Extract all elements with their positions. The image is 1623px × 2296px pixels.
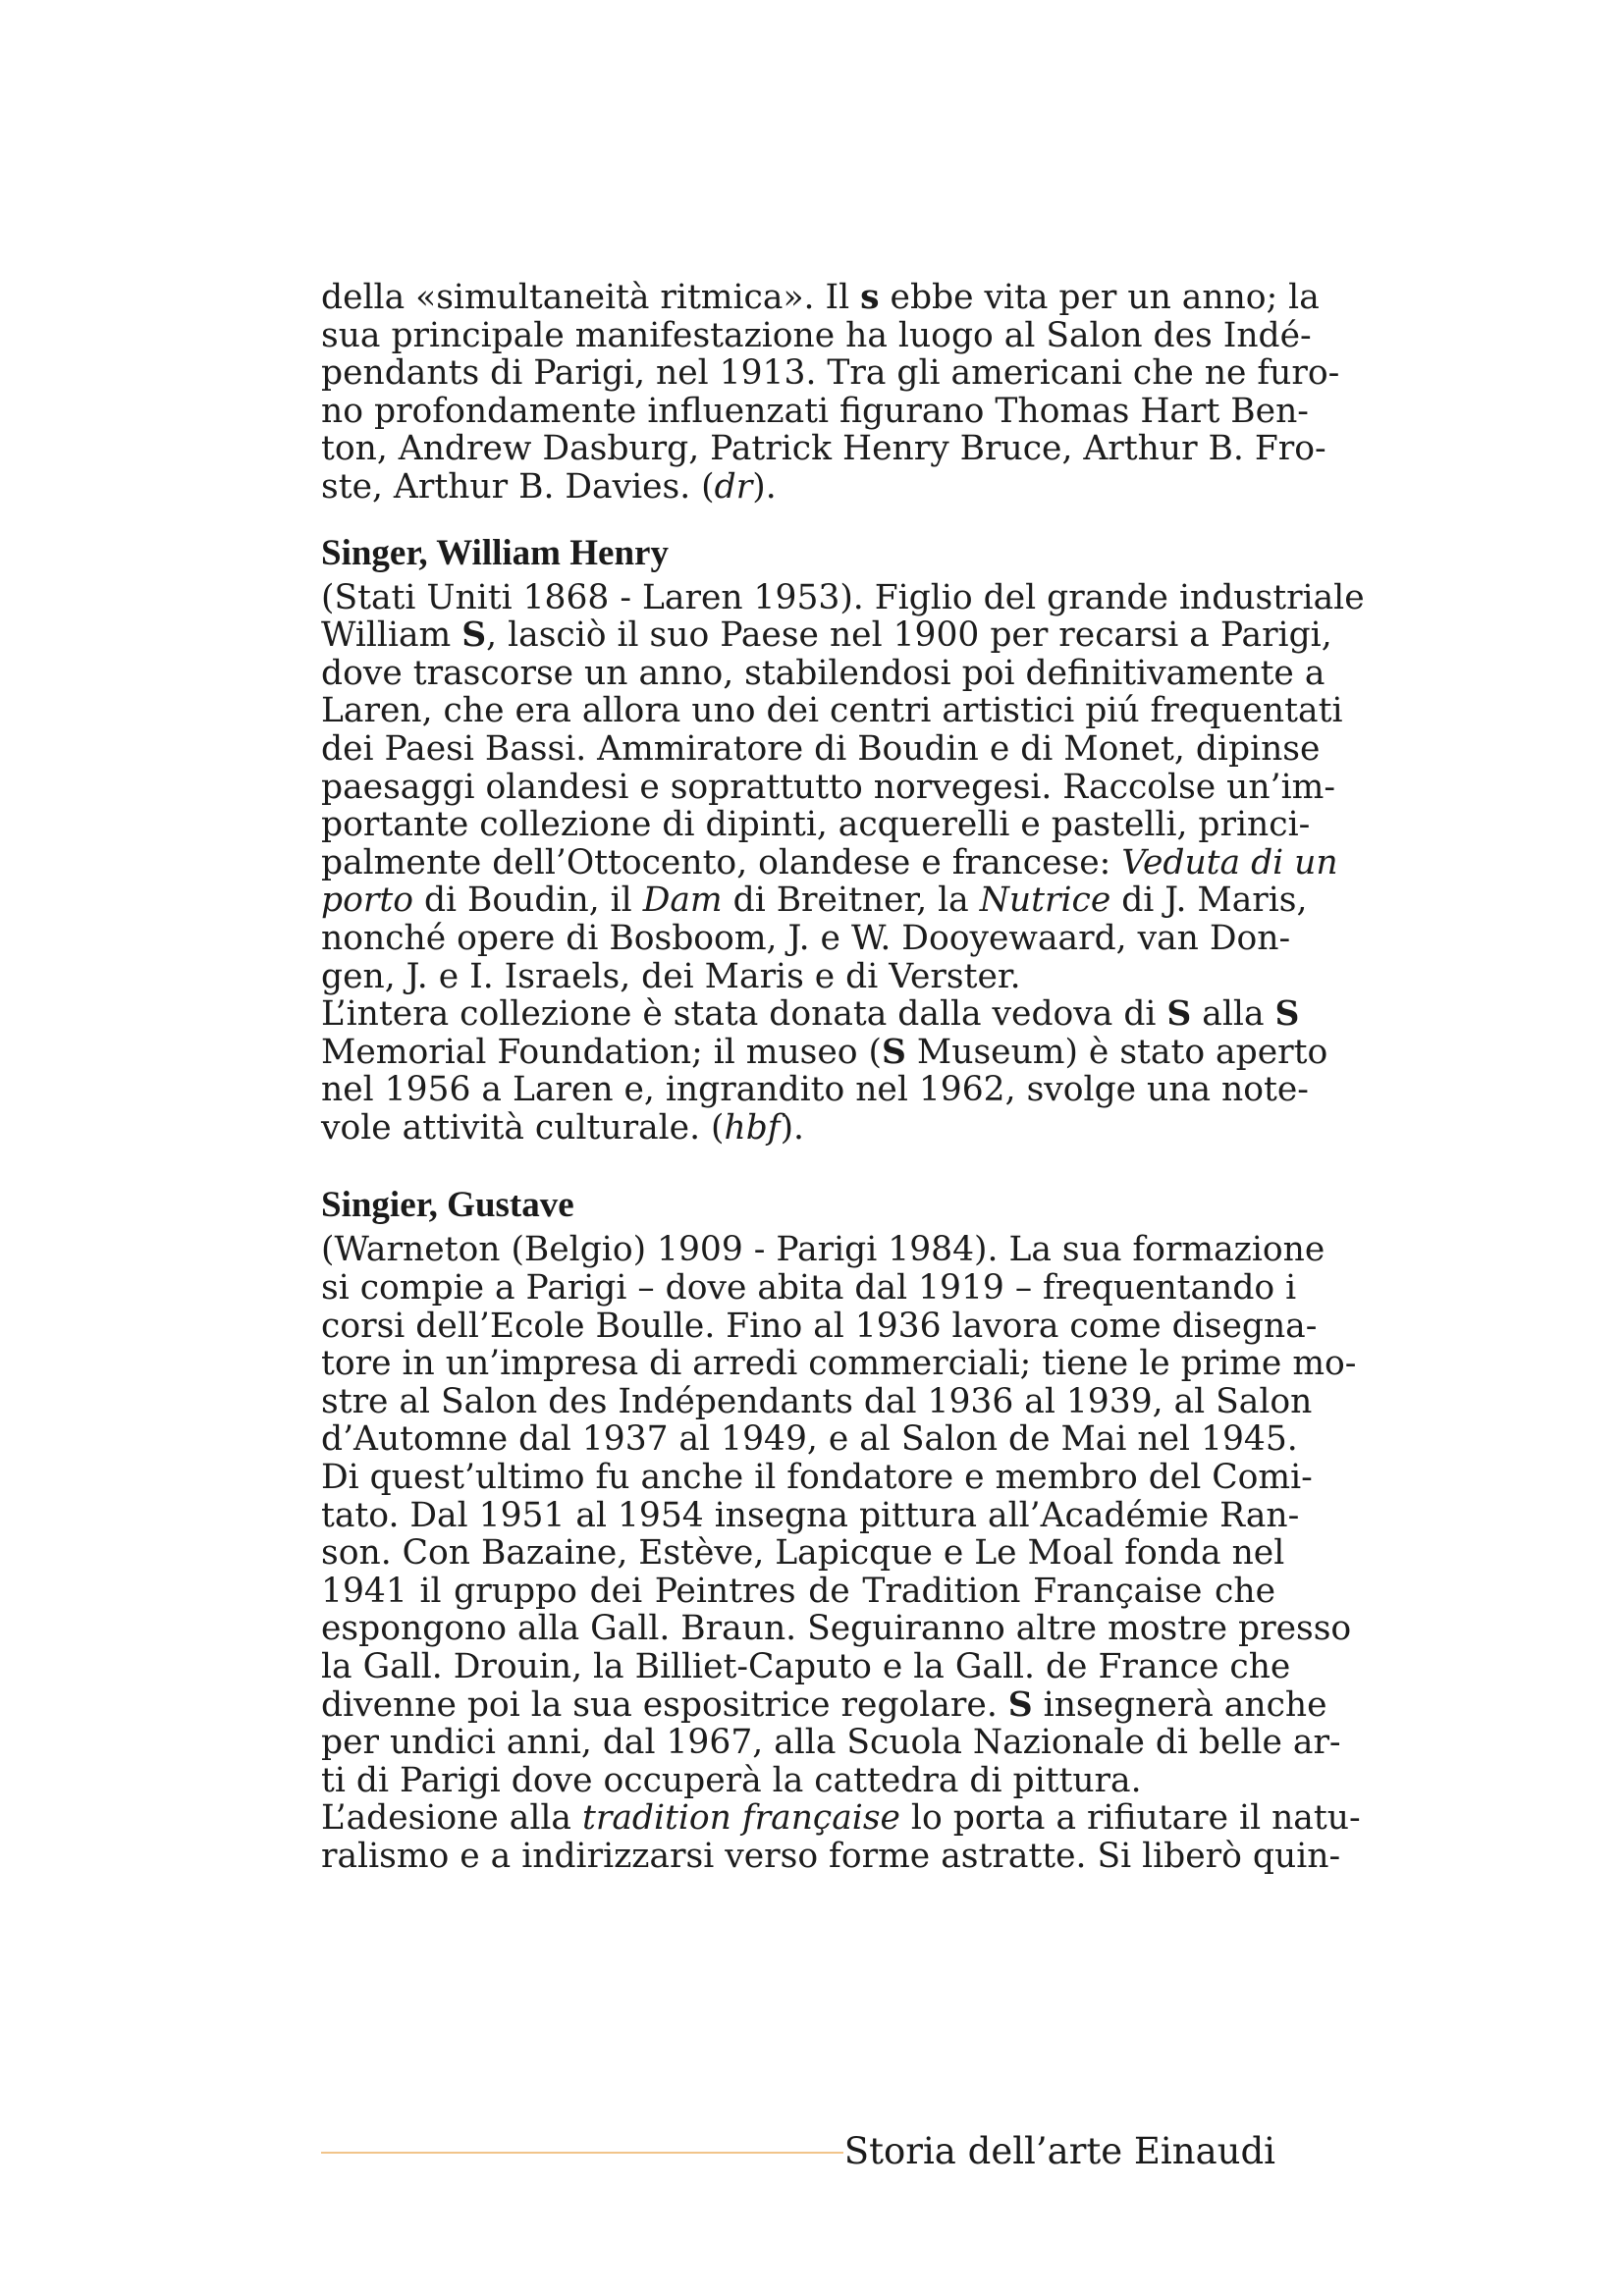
text-line: si compie a Parigi – dove abita dal 1919 – frequentando i	[321, 1268, 1297, 1308]
page-content	[321, 278, 1365, 1876]
text-line: Di quest’ultimo fu anche il fondatore e membro del Comi-	[321, 1458, 1313, 1498]
entry-3-paragraph-2	[321, 1798, 1361, 1876]
text-line: corsi dell’Ecole Boulle. Fino al 1936 lavora come disegna-	[321, 1306, 1318, 1346]
text-line: dei Paesi Bassi. Ammiratore di Boudin e di Monet, dipinse	[321, 728, 1321, 769]
entry-3-paragraph-1	[321, 1230, 1357, 1800]
entry-1-tail-paragraph	[321, 278, 1340, 507]
text-line: nel 1956 a Laren e, ingrandito nel 1962, svolge una note-	[321, 1070, 1309, 1110]
text-line: pendants di Parigi, nel 1913. Tra gli americani che ne furo-	[321, 353, 1340, 394]
text-line: L’adesione alla tradition française lo porta a rifiutare il natu-	[321, 1798, 1361, 1839]
text-line: ste, Arthur B. Davies. (dr).	[321, 466, 777, 507]
text-line: nonché opere di Bosboom, J. e W. Dooyewaard, van Don-	[321, 918, 1291, 958]
text-line: no profondamente influenzati figurano Thomas Hart Ben-	[321, 391, 1309, 431]
text-line: palmente dell’Ottocento, olandese e francese: Veduta di un	[321, 842, 1338, 882]
text-line: d’Automne dal 1937 al 1949, e al Salon de Mai nel 1945.	[321, 1419, 1298, 1460]
text-line: stre al Salon des Indépendants dal 1936 al 1939, al Salon	[321, 1381, 1313, 1421]
text-line: ti di Parigi dove occuperà la cattedra di pittura.	[321, 1760, 1142, 1800]
text-line: 1941 il gruppo dei Peintres de Tradition Française che	[321, 1571, 1275, 1611]
text-line: gen, J. e I. Israels, dei Maris e di Verster.	[321, 956, 1021, 996]
entry-2-paragraph-2	[321, 994, 1328, 1148]
text-line: dove trascorse un anno, stabilendosi poi definitivamente a	[321, 653, 1325, 693]
text-line: (Stati Uniti 1868 - Laren 1953). Figlio del grande industriale	[321, 577, 1365, 617]
text-line: (Warneton (Belgio) 1909 - Parigi 1984). La sua formazione	[321, 1230, 1325, 1270]
text-line: porto di Boudin, il Dam di Breitner, la Nutrice di J. Maris,	[321, 881, 1308, 921]
text-line: sua principale manifestazione ha luogo al Salon des Indé-	[321, 315, 1312, 355]
text-line: tore in un’impresa di arredi commerciali; tiene le prime mo-	[321, 1344, 1357, 1384]
text-line: L’intera collezione è stata donata dalla vedova di S alla S	[321, 994, 1300, 1035]
text-line: ton, Andrew Dasburg, Patrick Henry Bruce, Arthur B. Fro-	[321, 429, 1326, 469]
text-line: tato. Dal 1951 al 1954 insegna pittura all’Académie Ran-	[321, 1495, 1300, 1535]
text-line: della «simultaneità ritmica». Il s ebbe vita per un anno; la	[321, 278, 1320, 317]
text-line: per undici anni, dal 1967, alla Scuola Nazionale di belle ar-	[321, 1723, 1341, 1763]
entry-heading-singier: Singier, Gustave	[321, 1185, 574, 1226]
text-line: vole attività culturale. (hbf).	[321, 1107, 805, 1148]
text-line: ralismo e a indirizzarsi verso forme astratte. Si liberò quin-	[321, 1836, 1341, 1876]
text-line: divenne poi la sua espositrice regolare. S insegnerà anche	[321, 1684, 1327, 1725]
text-line: paesaggi olandesi e soprattutto norvegesi. Raccolse un’im-	[321, 767, 1335, 807]
entry-heading-singer: Singer, William Henry	[321, 532, 669, 573]
text-line: son. Con Bazaine, Estève, Lapicque e Le Moal fonda nel	[321, 1533, 1285, 1574]
footer-publication-title: Storia dell’arte Einaudi	[843, 2130, 1275, 2172]
text-line: Laren, che era allora uno dei centri artistici piú frequentati	[321, 691, 1343, 731]
text-line: William S, lasciò il suo Paese nel 1900 per recarsi a Parigi,	[321, 615, 1332, 656]
text-line: espongono alla Gall. Braun. Seguiranno altre mostre presso	[321, 1609, 1352, 1649]
page-footer	[321, 2130, 1275, 2173]
text-line: portante collezione di dipinti, acquerelli e pastelli, princi-	[321, 805, 1311, 845]
text-line: Memorial Foundation; il museo (S Museum) è stato aperto	[321, 1032, 1328, 1072]
text-line: la Gall. Drouin, la Billiet-Caputo e la Gall. de France che	[321, 1647, 1291, 1686]
footer-divider	[321, 2152, 843, 2154]
entry-2-paragraph-1	[321, 577, 1365, 996]
